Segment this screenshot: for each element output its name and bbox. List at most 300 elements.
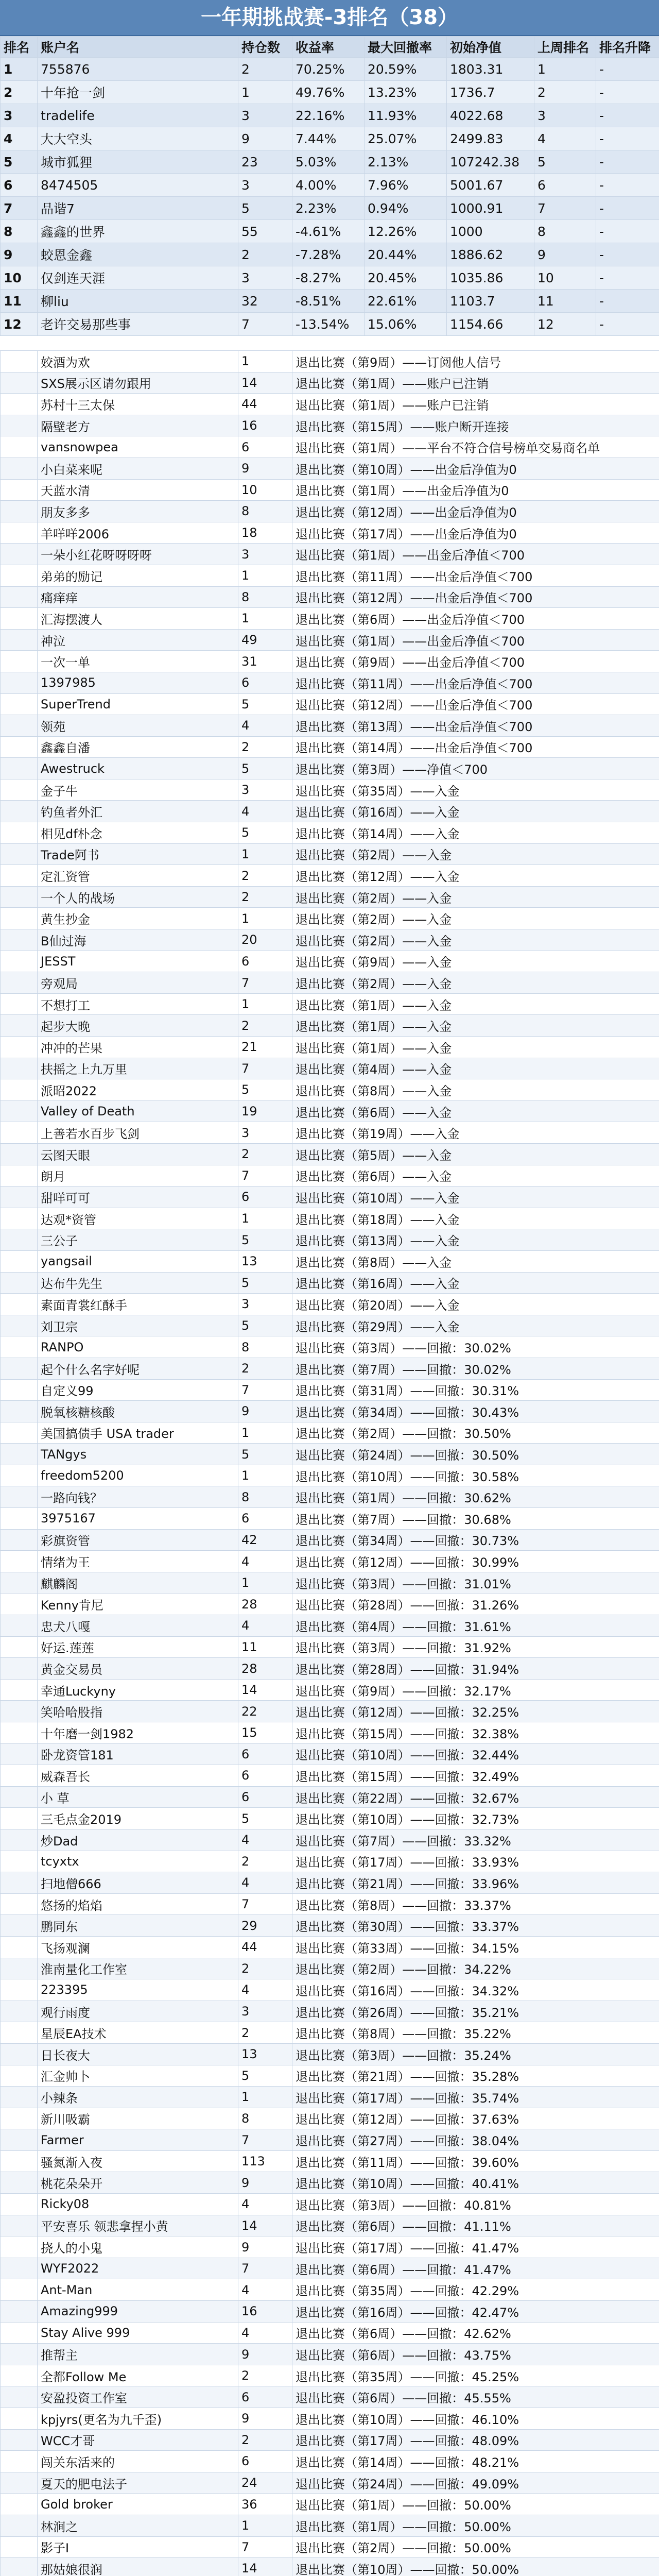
rank-empty-cell [1, 2365, 38, 2386]
rank-empty-cell [1, 1786, 38, 1808]
exit-reason-cell: 退出比赛（第2周）——入金 [292, 929, 659, 951]
table-row [1, 58, 659, 81]
exit-reason-cell: 退出比赛（第1周）——回撤：50.00% [292, 2515, 659, 2536]
positions-cell: 3 [238, 266, 292, 290]
positions-cell: 7 [238, 2129, 292, 2151]
list-item [1, 1508, 659, 1530]
positions-cell: 9 [238, 1401, 292, 1422]
account-name-cell: 一个人的战场 [38, 886, 238, 908]
exit-reason-cell: 退出比赛（第8周）——回撤：35.22% [292, 2022, 659, 2044]
exit-reason-cell: 退出比赛（第33周）——回撤：34.15% [292, 1936, 659, 1958]
list-item [1, 436, 659, 458]
exit-reason-cell: 退出比赛（第35周）——回撤：42.29% [292, 2279, 659, 2301]
list-item [1, 929, 659, 951]
list-item [1, 2001, 659, 2022]
table-row [1, 174, 659, 197]
initial-equity-cell: 1000.91 [447, 197, 534, 220]
account-name-cell: 223395 [38, 1979, 238, 2001]
positions-cell: 1 [238, 993, 292, 1015]
account-name-cell: 甜咩可可 [38, 1187, 238, 1208]
max-drawdown-cell: 7.96% [365, 174, 447, 197]
rank-empty-cell [1, 586, 38, 608]
rank-empty-cell [1, 1401, 38, 1422]
rank-empty-cell [1, 2065, 38, 2087]
account-name-cell: Farmer [38, 2129, 238, 2151]
rank-empty-cell [1, 1615, 38, 1637]
positions-cell: 14 [238, 2215, 292, 2236]
positions-cell: 8 [238, 1486, 292, 1508]
rank-cell: 8 [1, 220, 38, 243]
exit-reason-cell: 退出比赛（第20周）——入金 [292, 1294, 659, 1315]
account-name-cell: 林涧之 [38, 2515, 238, 2536]
positions-cell: 16 [238, 2301, 292, 2323]
exit-reason-cell: 退出比赛（第1周）——出金后净值为0 [292, 479, 659, 501]
rank-change-cell: - [596, 127, 659, 150]
account-name-cell: 姣酒为欢 [38, 351, 238, 372]
max-drawdown-cell: 15.06% [365, 313, 447, 336]
list-item [1, 1486, 659, 1508]
positions-cell: 3 [238, 779, 292, 801]
exit-reason-cell: 退出比赛（第11周）——出金后净值＜700 [292, 672, 659, 693]
top-ranking-body [1, 58, 659, 336]
positions-cell: 16 [238, 415, 292, 436]
rank-empty-cell [1, 1336, 38, 1358]
positions-cell: 14 [238, 372, 292, 394]
list-item [1, 1294, 659, 1315]
account-name-cell: 小辣条 [38, 2087, 238, 2108]
positions-cell: 6 [238, 2451, 292, 2472]
last-week-rank-cell: 7 [534, 197, 596, 220]
exit-reason-cell: 退出比赛（第2周）——入金 [292, 972, 659, 994]
positions-cell: 2 [238, 58, 292, 81]
positions-cell: 24 [238, 2472, 292, 2494]
list-item [1, 1743, 659, 1765]
list-item [1, 779, 659, 801]
list-item [1, 2236, 659, 2258]
rank-empty-cell [1, 2322, 38, 2344]
positions-cell: 7 [238, 1893, 292, 1915]
account-name-cell: 脱氧核糖核酸 [38, 1401, 238, 1422]
positions-cell: 6 [238, 436, 292, 458]
positions-cell: 5 [238, 822, 292, 844]
list-item [1, 1572, 659, 1594]
rank-empty-cell [1, 2301, 38, 2323]
initial-equity-cell: 1886.62 [447, 243, 534, 266]
list-item [1, 1165, 659, 1187]
exit-reason-cell: 退出比赛（第10周）——回撤：40.41% [292, 2172, 659, 2194]
account-name-cell: 羊咩咩2006 [38, 522, 238, 544]
positions-cell: 5 [238, 1229, 292, 1251]
initial-equity-cell: 1000 [447, 220, 534, 243]
list-item [1, 1100, 659, 1122]
account-name-cell: 淮南量化工作室 [38, 1958, 238, 1979]
rank-cell: 9 [1, 243, 38, 266]
positions-cell: 7 [238, 1058, 292, 1079]
rank-empty-cell [1, 843, 38, 865]
list-item [1, 1786, 659, 1808]
list-item [1, 522, 659, 544]
positions-cell: 2 [238, 243, 292, 266]
list-item [1, 993, 659, 1015]
rank-empty-cell [1, 1165, 38, 1187]
exit-reason-cell: 退出比赛（第10周）——出金后净值为0 [292, 457, 659, 479]
exit-reason-cell: 退出比赛（第4周）——回撤：31.61% [292, 1615, 659, 1637]
rank-empty-cell [1, 2236, 38, 2258]
exit-reason-cell: 退出比赛（第12周）——回撤：30.99% [292, 1551, 659, 1572]
exit-reason-cell: 退出比赛（第9周）——出金后净值＜700 [292, 651, 659, 672]
rank-empty-cell [1, 1422, 38, 1444]
account-name-cell: WYF2022 [38, 2258, 238, 2279]
ranking-table [0, 36, 659, 336]
account-name-cell: 金子牛 [38, 779, 238, 801]
positions-cell: 4 [238, 1979, 292, 2001]
rank-change-cell: - [596, 197, 659, 220]
exit-reason-cell: 退出比赛（第2周）——回撤：30.50% [292, 1422, 659, 1444]
account-name-cell: 钓鱼者外汇 [38, 801, 238, 822]
account-name-cell: 十年抢一剑 [38, 81, 238, 104]
exit-reason-cell: 退出比赛（第14周）——出金后净值＜700 [292, 736, 659, 758]
exit-reason-cell: 退出比赛（第11周）——回撤：39.60% [292, 2150, 659, 2172]
account-name-cell: 品谐7 [38, 197, 238, 220]
list-item [1, 565, 659, 586]
exit-reason-cell: 退出比赛（第9周）——回撤：32.17% [292, 1679, 659, 1701]
account-name-cell: 汇金帅卜 [38, 2065, 238, 2087]
exit-reason-cell: 退出比赛（第3周）——回撤：31.01% [292, 1572, 659, 1594]
rank-empty-cell [1, 1444, 38, 1465]
account-name-cell: 推帮主 [38, 2344, 238, 2365]
exit-reason-cell: 退出比赛（第9周）——入金 [292, 951, 659, 972]
table-row [1, 313, 659, 336]
rank-cell: 4 [1, 127, 38, 150]
exited-list-body [1, 351, 659, 2576]
page-title: 一年期挑战赛-3排名（38） [0, 0, 659, 36]
exit-reason-cell: 退出比赛（第7周）——回撤：33.32% [292, 1829, 659, 1851]
rank-empty-cell [1, 1679, 38, 1701]
positions-cell: 1 [238, 1572, 292, 1594]
positions-cell: 6 [238, 1508, 292, 1530]
list-item [1, 1615, 659, 1637]
positions-cell: 5 [238, 693, 292, 715]
exit-reason-cell: 退出比赛（第1周）——回撤：50.00% [292, 2494, 659, 2515]
exit-reason-cell: 退出比赛（第1周）——平台不符合信号榜单交易商名单 [292, 436, 659, 458]
exit-reason-cell: 退出比赛（第15周）——回撤：32.38% [292, 1722, 659, 1744]
initial-equity-cell: 5001.67 [447, 174, 534, 197]
exit-reason-cell: 退出比赛（第19周）——入金 [292, 1122, 659, 1144]
rank-empty-cell [1, 822, 38, 844]
exit-reason-cell: 退出比赛（第16周）——入金 [292, 1272, 659, 1294]
rank-empty-cell [1, 758, 38, 779]
positions-cell: 2 [238, 2022, 292, 2044]
list-item [1, 1122, 659, 1144]
last-week-rank-cell: 4 [534, 127, 596, 150]
account-name-cell: 蛟恩金鑫 [38, 243, 238, 266]
rank-empty-cell [1, 501, 38, 522]
rank-empty-cell [1, 2129, 38, 2151]
account-name-cell: SXS展示区请勿跟用 [38, 372, 238, 394]
account-name-cell: 朋友多多 [38, 501, 238, 522]
account-name-cell: 起步大晚 [38, 1015, 238, 1037]
rank-empty-cell [1, 1551, 38, 1572]
list-item [1, 544, 659, 565]
positions-cell: 5 [238, 1272, 292, 1294]
rank-empty-cell [1, 1058, 38, 1079]
table-row [1, 220, 659, 243]
exit-reason-cell: 退出比赛（第17周）——出金后净值为0 [292, 522, 659, 544]
account-name-cell: 神泣 [38, 629, 238, 651]
positions-cell: 14 [238, 2558, 292, 2576]
exit-reason-cell: 退出比赛（第26周）——回撤：35.21% [292, 2001, 659, 2022]
rank-empty-cell [1, 1486, 38, 1508]
rank-cell: 10 [1, 266, 38, 290]
rank-cell: 11 [1, 290, 38, 313]
max-drawdown-cell: 20.59% [365, 58, 447, 81]
rank-empty-cell [1, 2451, 38, 2472]
positions-cell: 6 [238, 1765, 292, 1787]
account-name-cell: 鑫鑫的世界 [38, 220, 238, 243]
account-name-cell: 忠犬八嘎 [38, 1615, 238, 1637]
rank-empty-cell [1, 1143, 38, 1165]
account-name-cell: 炒Dad [38, 1829, 238, 1851]
rank-empty-cell [1, 415, 38, 436]
account-name-cell: 汇海摆渡人 [38, 608, 238, 630]
account-name-cell: 鑫鑫自潘 [38, 736, 238, 758]
rank-empty-cell [1, 2087, 38, 2108]
positions-cell: 6 [238, 672, 292, 693]
exit-reason-cell: 退出比赛（第17周）——回撤：48.09% [292, 2429, 659, 2451]
list-item [1, 2558, 659, 2576]
positions-cell: 9 [238, 2344, 292, 2365]
return-cell: 7.44% [292, 127, 365, 150]
list-item [1, 2515, 659, 2536]
account-name-cell: Ant-Man [38, 2279, 238, 2301]
account-name-cell: 小 草 [38, 1786, 238, 1808]
exit-reason-cell: 退出比赛（第28周）——回撤：31.94% [292, 1658, 659, 1680]
positions-cell: 4 [238, 1872, 292, 1894]
account-name-cell: 平安喜乐 领悲拿捏小黄 [38, 2215, 238, 2236]
last-week-rank-cell: 10 [534, 266, 596, 290]
positions-cell: 4 [238, 715, 292, 737]
list-item [1, 2429, 659, 2451]
positions-cell: 22 [238, 1701, 292, 1722]
positions-cell: 31 [238, 651, 292, 672]
last-week-rank-cell: 11 [534, 290, 596, 313]
list-item [1, 843, 659, 865]
rank-empty-cell [1, 1250, 38, 1272]
rank-empty-cell [1, 993, 38, 1015]
account-name-cell: 领苑 [38, 715, 238, 737]
rank-empty-cell [1, 951, 38, 972]
rank-empty-cell [1, 2536, 38, 2558]
rank-empty-cell [1, 1722, 38, 1744]
account-name-cell: 闯关东活来的 [38, 2451, 238, 2472]
table-row [1, 290, 659, 313]
exit-reason-cell: 退出比赛（第11周）——出金后净值＜700 [292, 565, 659, 586]
account-name-cell: freedom5200 [38, 1465, 238, 1486]
list-item [1, 715, 659, 737]
positions-cell: 2 [238, 2429, 292, 2451]
rank-empty-cell [1, 1079, 38, 1101]
rank-empty-cell [1, 1829, 38, 1851]
rank-empty-cell [1, 715, 38, 737]
exit-reason-cell: 退出比赛（第1周）——账户已注销 [292, 372, 659, 394]
positions-cell: 29 [238, 1915, 292, 1937]
exit-reason-cell: 退出比赛（第34周）——回撤：30.43% [292, 1401, 659, 1422]
exit-reason-cell: 退出比赛（第16周）——回撤：34.32% [292, 1979, 659, 2001]
exit-reason-cell: 退出比赛（第17周）——回撤：33.93% [292, 1851, 659, 1872]
account-name-cell: 起个什么名字好呢 [38, 1358, 238, 1379]
rank-empty-cell [1, 886, 38, 908]
rank-empty-cell [1, 479, 38, 501]
list-item [1, 501, 659, 522]
rank-empty-cell [1, 2515, 38, 2536]
positions-cell: 1 [238, 1422, 292, 1444]
rank-empty-cell [1, 736, 38, 758]
list-item [1, 394, 659, 415]
exit-reason-cell: 退出比赛（第7周）——回撤：30.02% [292, 1358, 659, 1379]
account-name-cell: 好运.莲莲 [38, 1636, 238, 1658]
exit-reason-cell: 退出比赛（第2周）——入金 [292, 886, 659, 908]
rank-empty-cell [1, 908, 38, 929]
header-row [1, 37, 659, 58]
rank-empty-cell [1, 1979, 38, 2001]
rank-empty-cell [1, 779, 38, 801]
list-item [1, 2258, 659, 2279]
account-name-cell: kpjyrs(更名为九千歪) [38, 2408, 238, 2430]
exit-reason-cell: 退出比赛（第1周）——入金 [292, 1015, 659, 1037]
rank-empty-cell [1, 2408, 38, 2430]
exit-reason-cell: 退出比赛（第31周）——回撤：30.31% [292, 1379, 659, 1401]
exit-reason-cell: 退出比赛（第6周）——入金 [292, 1100, 659, 1122]
list-item [1, 629, 659, 651]
return-cell: 2.23% [292, 197, 365, 220]
return-cell: -8.27% [292, 266, 365, 290]
last-week-rank-cell: 9 [534, 243, 596, 266]
last-week-rank-cell: 8 [534, 220, 596, 243]
max-drawdown-cell: 25.07% [365, 127, 447, 150]
account-name-cell: 定汇资管 [38, 865, 238, 887]
account-name-cell: SuperTrend [38, 693, 238, 715]
exit-reason-cell: 退出比赛（第6周）——回撤：43.75% [292, 2344, 659, 2365]
positions-cell: 9 [238, 127, 292, 150]
positions-cell: 28 [238, 1594, 292, 1615]
positions-cell: 1 [238, 908, 292, 929]
list-item [1, 1808, 659, 1829]
list-item [1, 758, 659, 779]
list-item [1, 1037, 659, 1058]
account-name-cell: 挠人的小鬼 [38, 2236, 238, 2258]
exit-reason-cell: 退出比赛（第3周）——回撤：40.81% [292, 2194, 659, 2215]
account-name-cell: yangsail [38, 1250, 238, 1272]
account-name-cell: 桃花朵朵开 [38, 2172, 238, 2194]
exit-reason-cell: 退出比赛（第1周）——账户已注销 [292, 394, 659, 415]
rank-empty-cell [1, 1808, 38, 1829]
account-name-cell: 刘卫宗 [38, 1315, 238, 1336]
exit-reason-cell: 退出比赛（第12周）——出金后净值为0 [292, 501, 659, 522]
exit-reason-cell: 退出比赛（第24周）——回撤：30.50% [292, 1444, 659, 1465]
account-name-cell: 美国搞债手 USA trader [38, 1422, 238, 1444]
rank-empty-cell [1, 2386, 38, 2408]
exit-reason-cell: 退出比赛（第7周）——回撤：30.68% [292, 1508, 659, 1530]
list-item [1, 1272, 659, 1294]
positions-cell: 28 [238, 1658, 292, 1680]
rank-empty-cell [1, 2108, 38, 2129]
list-item [1, 1444, 659, 1465]
account-name-cell: 相见df朴念 [38, 822, 238, 844]
max-drawdown-cell: 0.94% [365, 197, 447, 220]
exit-reason-cell: 退出比赛（第6周）——回撤：41.11% [292, 2215, 659, 2236]
rank-empty-cell [1, 693, 38, 715]
rank-empty-cell [1, 2194, 38, 2215]
list-item [1, 351, 659, 372]
rank-empty-cell [1, 1872, 38, 1894]
list-item [1, 1765, 659, 1787]
list-item [1, 865, 659, 887]
positions-cell: 3 [238, 2001, 292, 2022]
exit-reason-cell: 退出比赛（第3周）——回撤：30.02% [292, 1336, 659, 1358]
rank-change-cell: - [596, 104, 659, 127]
last-week-rank-cell: 2 [534, 81, 596, 104]
positions-cell: 13 [238, 2043, 292, 2065]
rank-empty-cell [1, 2022, 38, 2044]
account-name-cell: 黄金交易员 [38, 1658, 238, 1680]
positions-cell: 6 [238, 951, 292, 972]
list-item [1, 1143, 659, 1165]
rank-empty-cell [1, 672, 38, 693]
positions-cell: 13 [238, 1250, 292, 1272]
rank-change-cell: - [596, 313, 659, 336]
rank-cell: 3 [1, 104, 38, 127]
positions-cell: 6 [238, 1786, 292, 1808]
list-item [1, 1529, 659, 1551]
list-item [1, 1936, 659, 1958]
rank-empty-cell [1, 2215, 38, 2236]
positions-cell: 20 [238, 929, 292, 951]
exit-reason-cell: 退出比赛（第24周）——回撤：49.09% [292, 2472, 659, 2494]
account-name-cell: 三毛点金2019 [38, 1808, 238, 1829]
exit-reason-cell: 退出比赛（第3周）——净值＜700 [292, 758, 659, 779]
list-item [1, 2365, 659, 2386]
rank-change-cell: - [596, 174, 659, 197]
exit-reason-cell: 退出比赛（第10周）——回撤：46.10% [292, 2408, 659, 2430]
list-item [1, 2494, 659, 2515]
exit-reason-cell: 退出比赛（第21周）——回撤：35.28% [292, 2065, 659, 2087]
exit-reason-cell: 退出比赛（第5周）——入金 [292, 1143, 659, 1165]
positions-cell: 2 [238, 1358, 292, 1379]
positions-cell: 2 [238, 1958, 292, 1979]
positions-cell: 49 [238, 629, 292, 651]
list-item [1, 1079, 659, 1101]
list-item [1, 1551, 659, 1572]
return-cell: -4.61% [292, 220, 365, 243]
rank-cell: 12 [1, 313, 38, 336]
account-name-cell: 新川吸霸 [38, 2108, 238, 2129]
table-row [1, 266, 659, 290]
list-item [1, 479, 659, 501]
exit-reason-cell: 退出比赛（第12周）——出金后净值＜700 [292, 693, 659, 715]
list-item [1, 693, 659, 715]
list-item [1, 1636, 659, 1658]
positions-cell: 7 [238, 1379, 292, 1401]
list-item [1, 1422, 659, 1444]
exit-reason-cell: 退出比赛（第17周）——回撤：41.47% [292, 2236, 659, 2258]
account-name-cell: 大大空头 [38, 127, 238, 150]
exit-reason-cell: 退出比赛（第1周）——回撤：30.62% [292, 1486, 659, 1508]
list-item [1, 2215, 659, 2236]
account-name-cell: 弟弟的励记 [38, 565, 238, 586]
positions-cell: 14 [238, 1679, 292, 1701]
account-name-cell: Awestruck [38, 758, 238, 779]
account-name-cell: WCC才哥 [38, 2429, 238, 2451]
